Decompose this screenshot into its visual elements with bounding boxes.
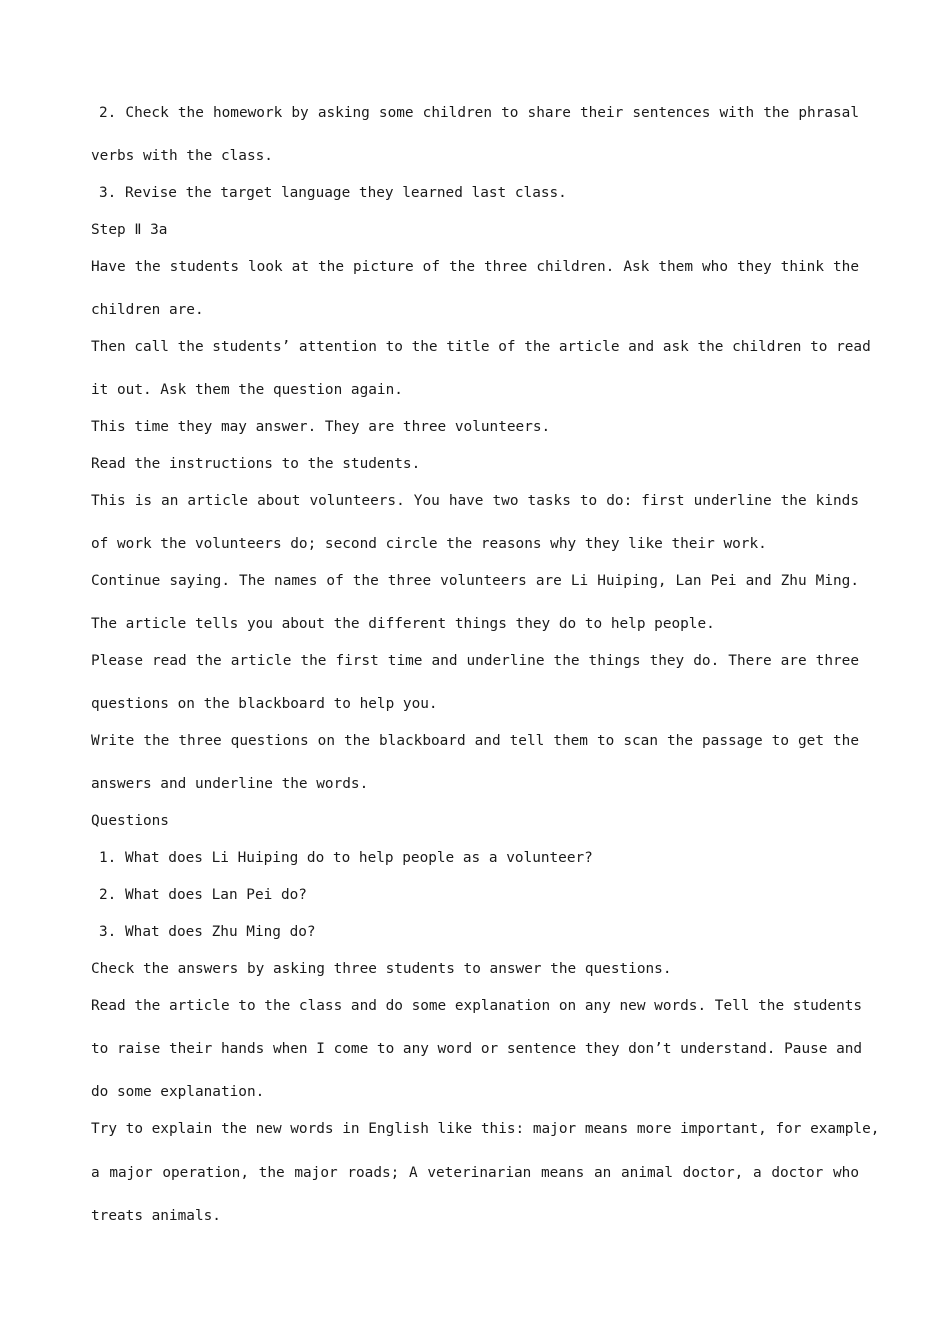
text-line-7: Then call the students’ attention to the title of the article and ask the children to read xyxy=(91,339,871,355)
step-heading: Step Ⅱ 3a xyxy=(91,222,168,238)
question-2: 2. What does Lan Pei do? xyxy=(99,887,307,903)
text-line-3: 3. Revise the target language they learned last class. xyxy=(99,185,567,201)
text-line-25: to raise their hands when I come to any word or sentence they don’t understand. Pause and xyxy=(91,1041,863,1057)
text-line-12: of work the volunteers do; second circle the reasons why they like their work. xyxy=(91,536,767,552)
text-line-10: Read the instructions to the students. xyxy=(91,456,421,472)
text-line-18: answers and underline the words. xyxy=(91,776,369,792)
text-line-13: Continue saying. The names of the three volunteers are Li Huiping, Lan Pei and Zhu Ming. xyxy=(91,573,859,589)
text-line-14: The article tells you about the different things they do to help people. xyxy=(91,616,715,632)
question-1: 1. What does Li Huiping do to help people as a volunteer? xyxy=(99,850,593,866)
text-line-8: it out. Ask them the question again. xyxy=(91,382,403,398)
text-line-1: 2. Check the homework by asking some children to share their sentences with the phrasal xyxy=(99,105,859,121)
question-3: 3. What does Zhu Ming do? xyxy=(99,924,316,940)
text-line-6: children are. xyxy=(91,302,204,318)
text-line-27: Try to explain the new words in English like this: major means more important, for example, xyxy=(91,1121,880,1137)
text-line-15: Please read the article the first time and underline the things they do. There are three xyxy=(91,653,859,669)
text-line-26: do some explanation. xyxy=(91,1084,265,1100)
text-line-9: This time they may answer. They are three volunteers. xyxy=(91,419,551,435)
text-line-29: treats animals. xyxy=(91,1208,221,1224)
text-line-24: Read the article to the class and do some explanation on any new words. Tell the students xyxy=(91,998,863,1014)
text-line-17: Write the three questions on the blackboard and tell them to scan the passage to get the xyxy=(91,733,859,749)
questions-heading: Questions xyxy=(91,813,169,829)
text-line-5: Have the students look at the picture of the three children. Ask them who they think the xyxy=(91,259,859,275)
text-line-11: This is an article about volunteers. You have two tasks to do: first underline the kinds xyxy=(91,493,859,509)
text-line-28: a major operation, the major roads; A veterinarian means an animal doctor, a doctor who xyxy=(91,1165,859,1181)
text-line-16: questions on the blackboard to help you. xyxy=(91,696,438,712)
text-line-23: Check the answers by asking three students to answer the questions. xyxy=(91,961,672,977)
text-line-2: verbs with the class. xyxy=(91,148,273,164)
